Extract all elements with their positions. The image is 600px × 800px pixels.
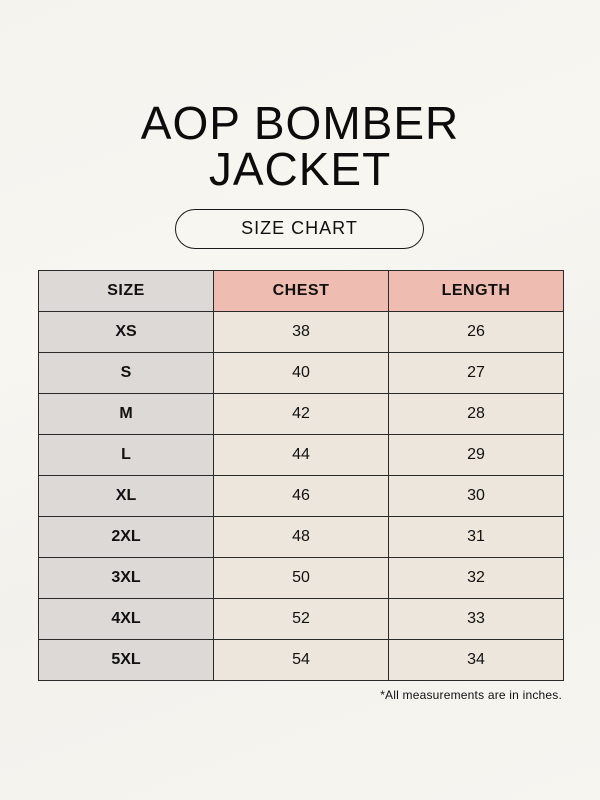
measurement-footnote: *All measurements are in inches. — [380, 688, 562, 702]
header-chest: CHEST — [214, 271, 389, 312]
chest-cell: 52 — [214, 599, 389, 640]
length-cell: 26 — [389, 312, 564, 353]
length-cell: 28 — [389, 394, 564, 435]
size-cell: XS — [39, 312, 214, 353]
title-line-1: AOP BOMBER — [140, 97, 460, 149]
length-cell: 34 — [389, 640, 564, 681]
chest-cell: 38 — [214, 312, 389, 353]
table-row — [39, 640, 564, 681]
size-cell: XL — [39, 476, 214, 517]
chest-cell: 46 — [214, 476, 389, 517]
size-cell: S — [39, 353, 214, 394]
page-title — [0, 97, 600, 195]
table-row — [39, 353, 564, 394]
title-line-2: JACKET — [208, 143, 392, 195]
size-table — [38, 270, 564, 681]
chest-cell: 48 — [214, 517, 389, 558]
header-size: SIZE — [39, 271, 214, 312]
chest-cell: 42 — [214, 394, 389, 435]
table-row — [39, 599, 564, 640]
chest-cell: 40 — [214, 353, 389, 394]
table-row — [39, 558, 564, 599]
length-cell: 30 — [389, 476, 564, 517]
size-cell: L — [39, 435, 214, 476]
table-row — [39, 476, 564, 517]
table-header-row — [39, 271, 564, 312]
size-cell: 3XL — [39, 558, 214, 599]
length-cell: 32 — [389, 558, 564, 599]
table-row — [39, 517, 564, 558]
header-length: LENGTH — [389, 271, 564, 312]
table-row — [39, 312, 564, 353]
size-cell: 4XL — [39, 599, 214, 640]
length-cell: 27 — [389, 353, 564, 394]
size-chart-badge: SIZE CHART — [175, 209, 424, 249]
size-cell: 2XL — [39, 517, 214, 558]
chest-cell: 50 — [214, 558, 389, 599]
length-cell: 29 — [389, 435, 564, 476]
length-cell: 33 — [389, 599, 564, 640]
size-cell: M — [39, 394, 214, 435]
length-cell: 31 — [389, 517, 564, 558]
size-cell: 5XL — [39, 640, 214, 681]
table-row — [39, 435, 564, 476]
chest-cell: 54 — [214, 640, 389, 681]
chest-cell: 44 — [214, 435, 389, 476]
table-row — [39, 394, 564, 435]
